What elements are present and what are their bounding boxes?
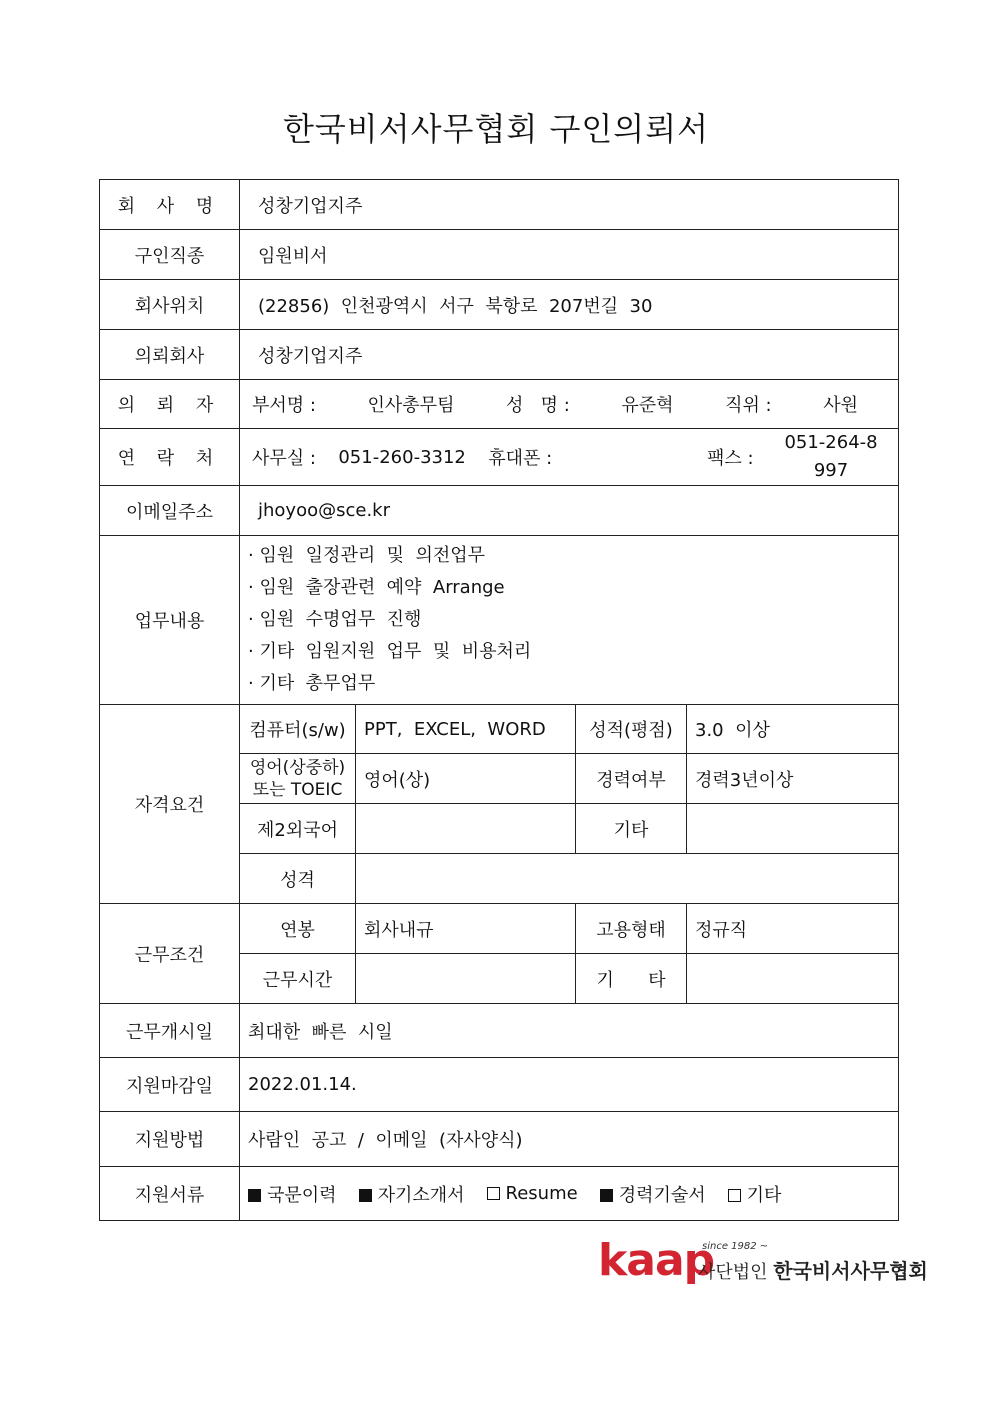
checkbox-icon [728, 1189, 741, 1202]
career-label: 경력여부 [576, 754, 687, 804]
checkbox-icon [600, 1189, 613, 1202]
row-requester [100, 380, 899, 429]
row-company [100, 180, 899, 230]
company-label: 회 사 명 [100, 180, 240, 230]
office-phone: 051-260-3312 [338, 446, 466, 468]
second-lang-label: 제2외국어 [240, 804, 356, 854]
document-item [600, 1181, 706, 1207]
row-duties [100, 536, 899, 705]
method-label: 지원방법 [100, 1112, 240, 1167]
english-value: 영어(상) [356, 754, 576, 804]
email-label: 이메일주소 [100, 486, 240, 536]
row-contact [100, 429, 899, 486]
salary-value: 회사내규 [356, 904, 576, 954]
documents-label: 지원서류 [100, 1167, 240, 1221]
employment-label: 고용형태 [576, 904, 687, 954]
document-label: 경력기술서 [618, 1184, 706, 1206]
row-qual-computer [100, 705, 899, 754]
requester-label: 의 뢰 자 [100, 380, 240, 429]
email-value: jhoyoo@sce.kr [240, 486, 899, 536]
fax-label: 팩스 : [707, 448, 754, 469]
method-value: 사람인 공고 / 이메일 (자사양식) [240, 1112, 899, 1167]
dept-label: 부서명 : [252, 395, 316, 416]
client-value: 성창기업지주 [240, 330, 899, 380]
computer-value: PPT, EXCEL, WORD [356, 705, 576, 754]
checkbox-icon [248, 1189, 261, 1202]
gpa-label: 성적(평점) [576, 705, 687, 754]
cond-etc-value [687, 954, 899, 1004]
fax-number-line2: 997 [813, 460, 849, 481]
duty-item: · 기타 총무업무 [248, 673, 376, 694]
duty-item: · 임원 출장관련 예약 Arrange [248, 577, 505, 598]
position-label: 직위 : [725, 395, 772, 416]
employment-value: 정규직 [687, 904, 899, 954]
fax-number-line1: 051-264-8 [784, 432, 878, 453]
kaap-logo [598, 1235, 928, 1286]
duties-list [240, 536, 899, 705]
row-method [100, 1112, 899, 1167]
career-value: 경력3년이상 [687, 754, 899, 804]
office-label: 사무실 : [252, 448, 316, 469]
requester-info [240, 380, 899, 429]
page-title: 한국비서사무협회 구인의뢰서 [282, 110, 710, 148]
start-date-label: 근무개시일 [100, 1004, 240, 1058]
personality-value [356, 854, 899, 904]
row-documents [100, 1167, 899, 1221]
row-cond-salary [100, 904, 899, 954]
qual-etc-value [687, 804, 899, 854]
start-date-value: 최대한 빠른 시일 [240, 1004, 899, 1058]
position-value: 사원 [823, 395, 858, 416]
row-start-date [100, 1004, 899, 1058]
english-label-line2: 또는 TOEIC [252, 779, 343, 800]
hours-label: 근무시간 [240, 954, 356, 1004]
row-client [100, 330, 899, 380]
row-job-type [100, 230, 899, 280]
qual-etc-label: 기타 [576, 804, 687, 854]
qualifications-label: 자격요건 [100, 705, 240, 904]
english-label [240, 754, 356, 804]
salary-label: 연봉 [240, 904, 356, 954]
second-lang-value [356, 804, 576, 854]
contact-label: 연 락 처 [100, 429, 240, 486]
gpa-value: 3.0 이상 [687, 705, 899, 754]
mobile-label: 휴대폰 : [488, 448, 553, 469]
contact-info [240, 429, 899, 486]
document-label: Resume [505, 1183, 578, 1204]
cond-etc-label: 기 타 [576, 954, 687, 1004]
documents-list [240, 1167, 899, 1221]
fax-number [776, 429, 886, 485]
document-label: 자기소개서 [377, 1184, 465, 1206]
duties-label: 업무내용 [100, 536, 240, 705]
duty-item: · 임원 일정관리 및 의전업무 [248, 545, 486, 566]
document-item [248, 1181, 337, 1207]
name-value: 유준혁 [621, 395, 674, 416]
deadline-label: 지원마감일 [100, 1058, 240, 1112]
deadline-value: 2022.01.14. [240, 1058, 899, 1112]
client-label: 의뢰회사 [100, 330, 240, 380]
checkbox-icon [359, 1189, 372, 1202]
duty-item: · 기타 임원지원 업무 및 비용처리 [248, 641, 532, 662]
row-location [100, 280, 899, 330]
job-type-label: 구인직종 [100, 230, 240, 280]
document-label: 기타 [746, 1184, 782, 1206]
dept-value: 인사총무팀 [367, 395, 455, 416]
location-value: (22856) 인천광역시 서구 북항로 207번길 30 [240, 280, 899, 330]
logo-brand: kaap [598, 1235, 715, 1286]
location-label: 회사위치 [100, 280, 240, 330]
job-type-value: 임원비서 [240, 230, 899, 280]
logo-since: since 1982 ~ [702, 1241, 769, 1252]
logo-corp: 사단법인 [698, 1262, 768, 1283]
computer-label: 컴퓨터(s/w) [240, 705, 356, 754]
row-email [100, 486, 899, 536]
name-label: 성 명 : [506, 395, 570, 416]
document-label: 국문이력 [267, 1184, 337, 1206]
conditions-label: 근무조건 [100, 904, 240, 1004]
company-value: 성창기업지주 [240, 180, 899, 230]
english-label-line1: 영어(상중하) [249, 757, 346, 778]
document-item [487, 1183, 578, 1204]
logo-org [698, 1255, 928, 1284]
duty-item: · 임원 수명업무 진행 [248, 609, 422, 630]
row-deadline [100, 1058, 899, 1112]
logo-name: 한국비서사무협회 [773, 1259, 928, 1283]
personality-label: 성격 [240, 854, 356, 904]
recruitment-form-table [99, 179, 899, 1221]
document-item [359, 1181, 465, 1207]
hours-value [356, 954, 576, 1004]
checkbox-icon [487, 1187, 500, 1200]
document-item [728, 1181, 782, 1207]
